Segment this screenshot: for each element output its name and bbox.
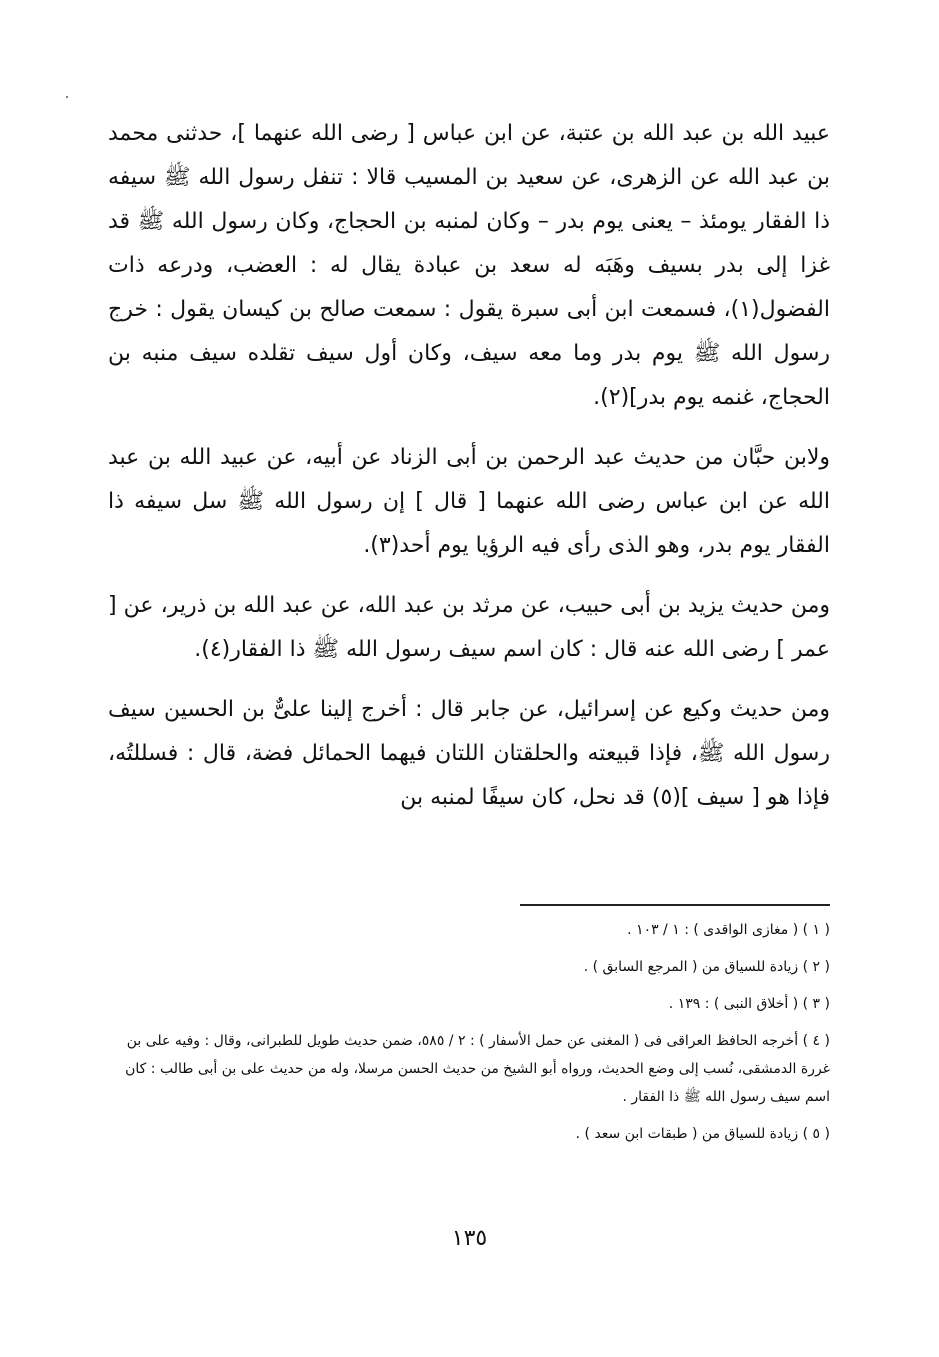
page-number: ١٣٥ bbox=[451, 1226, 488, 1251]
footnotes bbox=[108, 916, 830, 1157]
footnote-1: ( ١ ) ( مغازى الواقدى ) : ١ / ١٠٣ . bbox=[627, 922, 830, 938]
footnote-3: ( ٣ ) ( أخلاق النبى ) : ١٣٩ . bbox=[668, 996, 830, 1012]
paragraph-4: ومن حديث وكيع عن إسرائيل، عن جابر قال : أخرج إلينا علىٌّ بن الحسين سيف رسول الله ﷺ، فإذا قبيعته والحلقتان اللتان فيهما الحمائل فضة، قال : فسللتُه، فإذا هو [ سيف ](٥) قد نحل، كان سيفًا لمنبه بن bbox=[108, 697, 830, 810]
paragraph-3: ومن حديث يزيد بن أبى حبيب، عن مرثد بن عبد الله، عن عبد الله بن ذرير، عن [ عمر ] رضى الله عنه قال : كان اسم سيف رسول الله ﷺ ذا الفقار(٤). bbox=[108, 593, 830, 662]
footnote-5: ( ٥ ) زيادة للسياق من ( طبقات ابن سعد ) . bbox=[575, 1126, 830, 1142]
paragraph-2: ولابن حبَّان من حديث عبد الرحمن بن أبى الزناد عن أبيه، عن عبيد الله بن عبد الله عن ابن عباس رضى الله عنهما [ قال ] إن رسول الله ﷺ سل سيفه ذا الفقار يوم بدر، وهو الذى رأى فيه الرؤيا يوم أحد(٣). bbox=[108, 445, 830, 558]
footnote-2: ( ٢ ) زيادة للسياق من ( المرجع السابق ) . bbox=[583, 959, 830, 975]
scan-speck bbox=[66, 96, 68, 98]
footnote-4: ( ٤ ) أخرجه الحافظ العراقى فى ( المغنى عن حمل الأسفار ) : ٢ / ٥٨٥، ضمن حديث طويل للطبرانى، وقال : وفيه على بن غررة الدمشقى، نُسب إلى وضع الحديث، ورواه أبو الشيخ من حديث الحسن مرسلا، وله من حديث على بن أبى طالب : كان اسم سيف رسول الله ﷺ ذا الفقار . bbox=[125, 1033, 830, 1105]
paragraph-1: عبيد الله بن عبد الله بن عتبة، عن ابن عباس [ رضى الله عنهما ]، حدثنى محمد بن عبد الله عن الزهرى، عن سعيد بن المسيب قالا : تنفل رسول الله ﷺ سيفه ذا الفقار يومئذ – يعنى يوم بدر – وكان لمنبه بن الحجاج، وكان رسول الله ﷺ قد غزا إلى بدر بسيف وهَبَه له سعد بن عبادة يقال له : العضب، ودرعه ذات الفضول(١)، فسمعت ابن أبى سبرة يقول : سمعت صالح بن كيسان يقول : خرج رسول الله ﷺ يوم بدر وما معه سيف، وكان أول سيف تقلده سيف منبه بن الحجاج، غنمه يوم بدر](٢). bbox=[108, 121, 830, 410]
footnote-separator bbox=[520, 904, 830, 906]
main-text-block bbox=[108, 112, 830, 836]
